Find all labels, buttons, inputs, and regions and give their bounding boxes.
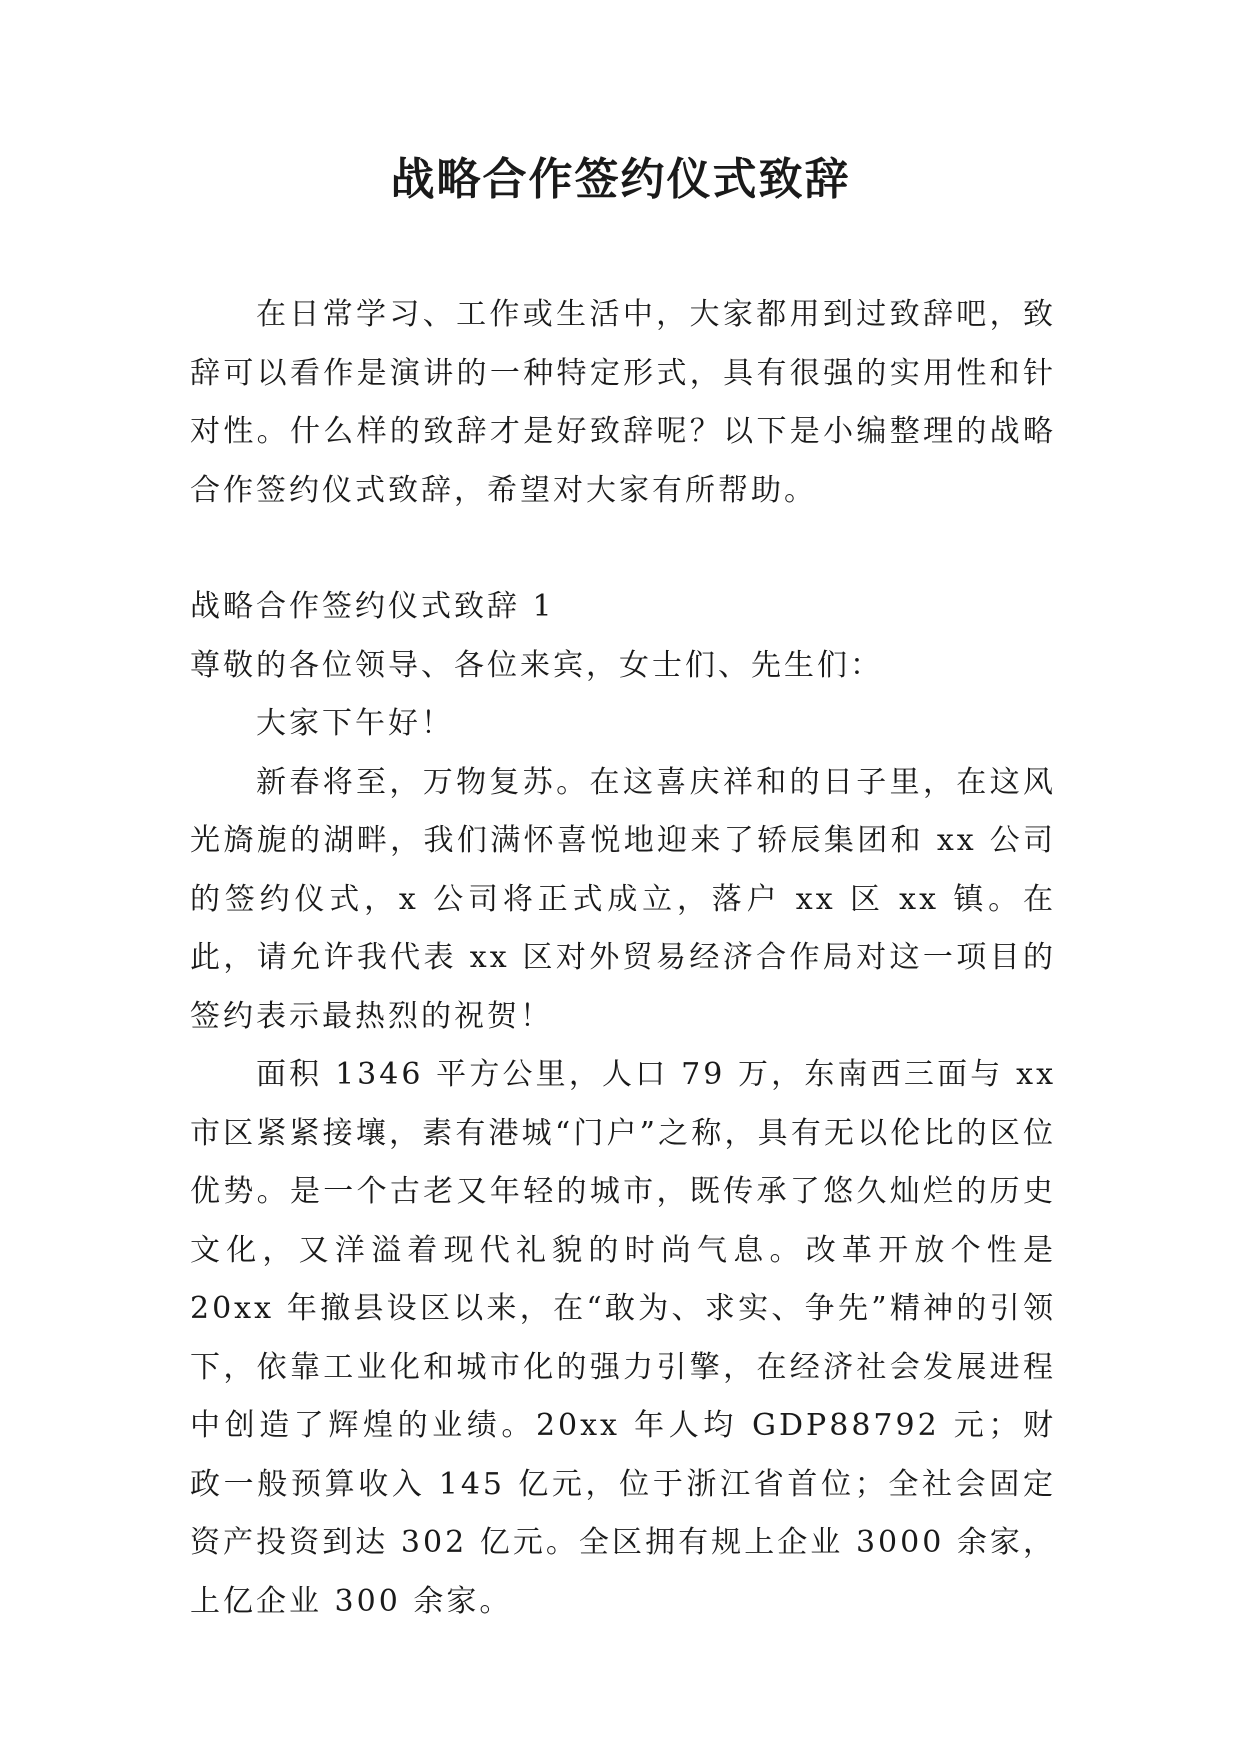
- intro-paragraph: 在日常学习、工作或生活中，大家都用到过致辞吧，致辞可以看作是演讲的一种特定形式，具有很强的实用性和针对性。什么样的致辞才是好致辞呢？以下是小编整理的战略合作签约仪式致辞，希望对大家有所帮助。: [190, 297, 1056, 508]
- document-body: [190, 286, 1056, 1631]
- paragraph-spacer: [190, 520, 1056, 578]
- salutation-line: 尊敬的各位领导、各位来宾，女士们、先生们：: [190, 647, 883, 683]
- document-title: 战略合作签约仪式致辞: [390, 154, 851, 205]
- body-paragraph: 面积 1346 平方公里，人口 79 万，东南西三面与 xx 市区紧紧接壤，素有港城“门户”之称，具有无以伦比的区位优势。是一个古老又年轻的城市，既传承了悠久灿烂的历史文化，又洋溢着现代礼貌的时尚气息。改革开放个性是 20xx 年撤县设区以来，在“敢为、求实、争先”精神的引领下，依靠工业化和城市化的强力引擎，在经济社会发展进程中创造了辉煌的业绩。20xx 年人均 GDP88792 元；财政一般预算收入 145 亿元，位于浙江省首位；全社会固定资产投资到达 302 亿元。全区拥有规上企业 3000 余家，上亿企业 300 余家。: [190, 1057, 1056, 1619]
- body-paragraph: 新春将至，万物复苏。在这喜庆祥和的日子里，在这风光旖旎的湖畔，我们满怀喜悦地迎来了轿辰集团和 xx 公司的签约仪式，x 公司将正式成立，落户 xx 区 xx 镇。在此，请允许我代表 xx 区对外贸易经济合作局对这一项目的签约表示最热烈的祝贺！: [190, 764, 1056, 1034]
- greeting-line: 大家下午好！: [256, 706, 454, 741]
- section-heading: 战略合作签约仪式致辞 1: [190, 589, 555, 624]
